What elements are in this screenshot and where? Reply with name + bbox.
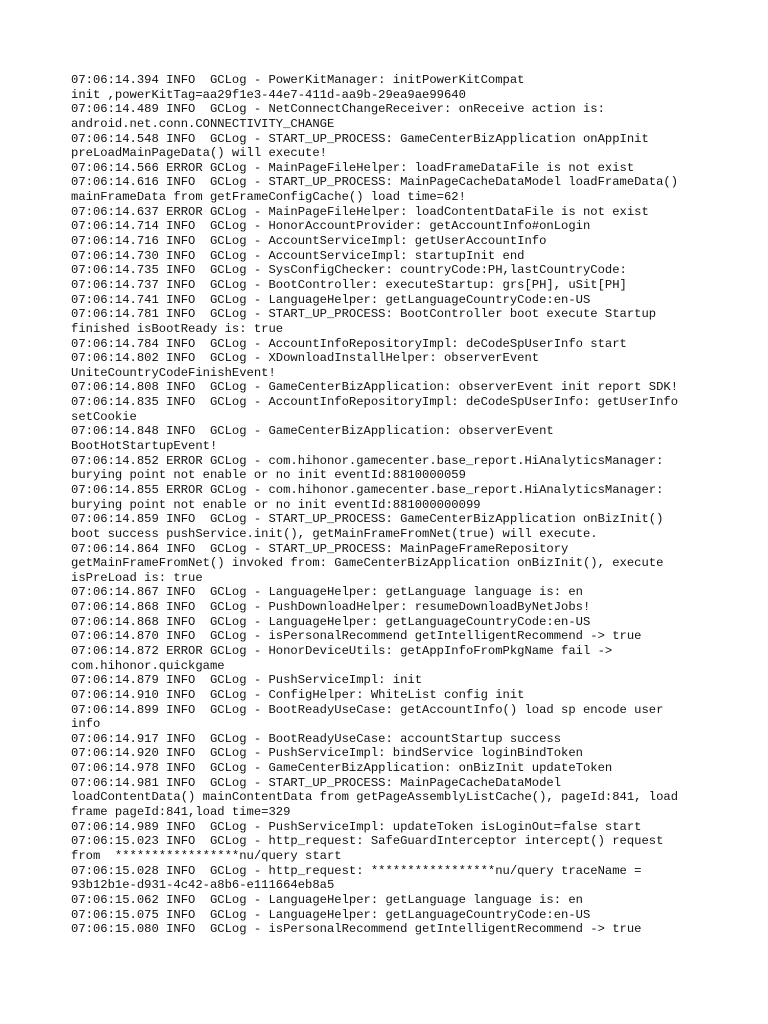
log-line: 07:06:14.872 ERROR GCLog - HonorDeviceUtils: getAppInfoFromPkgName fail -> [71, 643, 613, 658]
log-line: preLoadMainPageData() will execute! [71, 146, 327, 161]
log-line: 07:06:14.566 ERROR GCLog - MainPageFileHelper: loadFrameDataFile is not exist [71, 160, 635, 175]
log-line: 07:06:14.981 INFO GCLog - START_UP_PROCESS: MainPageCacheDataModel [71, 775, 562, 790]
log-line: 07:06:14.616 INFO GCLog - START_UP_PROCESS: MainPageCacheDataModel loadFrameData() [71, 175, 679, 190]
log-line: 07:06:14.867 INFO GCLog - LanguageHelper: getLanguage language is: en [71, 585, 583, 600]
log-line: init ,powerKitTag=aa29f1e3-44e7-411d-aa9b-29ea9ae99640 [71, 87, 466, 102]
log-line: 07:06:14.917 INFO GCLog - BootReadyUseCase: accountStartup success [71, 731, 562, 746]
log-line: loadContentData() mainContentData from getPageAssemblyListCache(), pageId:841, load [71, 790, 679, 805]
log-line: from *****************nu/query start [71, 848, 342, 863]
log-line: 07:06:15.062 INFO GCLog - LanguageHelper: getLanguage language is: en [71, 892, 583, 907]
log-line: mainFrameData from getFrameConfigCache() load time=62! [71, 190, 466, 205]
log-line: 07:06:14.859 INFO GCLog - START_UP_PROCESS: GameCenterBizApplication onBizInit() [71, 512, 664, 527]
log-line: BootHotStartupEvent! [71, 439, 218, 454]
log-text-block [71, 73, 711, 937]
log-line: 07:06:14.910 INFO GCLog - ConfigHelper: WhiteList config init [71, 687, 525, 702]
log-line: 07:06:14.870 INFO GCLog - isPersonalRecommend getIntelligentRecommend -> true [71, 629, 642, 644]
log-line: 07:06:14.716 INFO GCLog - AccountServiceImpl: getUserAccountInfo [71, 234, 547, 249]
log-line: 07:06:14.864 INFO GCLog - START_UP_PROCESS: MainPageFrameRepository [71, 541, 569, 556]
log-line: 07:06:14.852 ERROR GCLog - com.hihonor.gamecenter.base_report.HiAnalyticsManager: [71, 453, 664, 468]
log-line: burying point not enable or no init eventId:881000000099 [71, 497, 481, 512]
log-line: 07:06:14.735 INFO GCLog - SysConfigChecker: countryCode:PH,lastCountryCode: [71, 263, 627, 278]
log-line: burying point not enable or no init eventId:8810000059 [71, 468, 466, 483]
log-line: 07:06:14.855 ERROR GCLog - com.hihonor.gamecenter.base_report.HiAnalyticsManager: [71, 482, 664, 497]
log-line: isPreLoad is: true [71, 570, 203, 585]
log-line: 07:06:14.784 INFO GCLog - AccountInfoRepositoryImpl: deCodeSpUserInfo start [71, 336, 627, 351]
log-line: 07:06:15.075 INFO GCLog - LanguageHelper: getLanguageCountryCode:en-US [71, 907, 591, 922]
log-line: 07:06:14.899 INFO GCLog - BootReadyUseCase: getAccountInfo() load sp encode user [71, 702, 664, 717]
log-line: 07:06:14.781 INFO GCLog - START_UP_PROCESS: BootController boot execute Startup [71, 307, 657, 322]
log-line: 07:06:14.802 INFO GCLog - XDownloadInstallHelper: observerEvent [71, 351, 540, 366]
log-line: 07:06:14.714 INFO GCLog - HonorAccountProvider: getAccountInfo#onLogin [71, 219, 591, 234]
log-line: boot success pushService.init(), getMainFrameFromNet(true) will execute. [71, 526, 598, 541]
log-line: UniteCountryCodeFinishEvent! [71, 365, 276, 380]
log-line: finished isBootReady is: true [71, 321, 284, 336]
log-line: android.net.conn.CONNECTIVITY_CHANGE [71, 116, 335, 131]
log-line: getMainFrameFromNet() invoked from: GameCenterBizApplication onBizInit(), execute [71, 556, 664, 571]
log-line: 07:06:14.808 INFO GCLog - GameCenterBizApplication: observerEvent init report SDK! [71, 380, 679, 395]
log-line: 07:06:14.920 INFO GCLog - PushServiceImpl: bindService loginBindToken [71, 746, 583, 761]
log-line: info [71, 717, 101, 732]
log-line: 07:06:14.548 INFO GCLog - START_UP_PROCESS: GameCenterBizApplication onAppInit [71, 131, 649, 146]
log-line: 07:06:14.868 INFO GCLog - LanguageHelper: getLanguageCountryCode:en-US [71, 614, 591, 629]
log-line: 07:06:14.989 INFO GCLog - PushServiceImpl: updateToken isLoginOut=false start [71, 819, 642, 834]
log-line: com.hihonor.quickgame [71, 658, 225, 673]
log-line: 07:06:14.637 ERROR GCLog - MainPageFileHelper: loadContentDataFile is not exist [71, 204, 649, 219]
log-line: 07:06:14.730 INFO GCLog - AccountServiceImpl: startupInit end [71, 248, 525, 263]
log-line: 07:06:15.023 INFO GCLog - http_request: SafeGuardInterceptor intercept() request [71, 834, 664, 849]
log-line: setCookie [71, 409, 137, 424]
log-line: frame pageId:841,load time=329 [71, 805, 291, 820]
log-line: 93b12b1e-d931-4c42-a8b6-e111664eb8a5 [71, 878, 335, 893]
log-line: 07:06:15.080 INFO GCLog - isPersonalRecommend getIntelligentRecommend -> true [71, 922, 642, 937]
log-line: 07:06:15.028 INFO GCLog - http_request: *****************nu/query traceName = [71, 863, 642, 878]
log-line: 07:06:14.394 INFO GCLog - PowerKitManager: initPowerKitCompat [71, 73, 525, 87]
log-line: 07:06:14.835 INFO GCLog - AccountInfoRepositoryImpl: deCodeSpUserInfo: getUserInfo [71, 395, 679, 410]
log-line: 07:06:14.868 INFO GCLog - PushDownloadHelper: resumeDownloadByNetJobs! [71, 600, 591, 615]
log-line: 07:06:14.978 INFO GCLog - GameCenterBizApplication: onBizInit updateToken [71, 761, 613, 776]
log-line: 07:06:14.848 INFO GCLog - GameCenterBizApplication: observerEvent [71, 424, 554, 439]
log-line: 07:06:14.489 INFO GCLog - NetConnectChangeReceiver: onReceive action is: [71, 102, 605, 117]
log-line: 07:06:14.741 INFO GCLog - LanguageHelper: getLanguageCountryCode:en-US [71, 292, 591, 307]
log-line: 07:06:14.879 INFO GCLog - PushServiceImpl: init [71, 673, 423, 688]
log-line: 07:06:14.737 INFO GCLog - BootController: executeStartup: grs[PH], uSit[PH] [71, 277, 627, 292]
